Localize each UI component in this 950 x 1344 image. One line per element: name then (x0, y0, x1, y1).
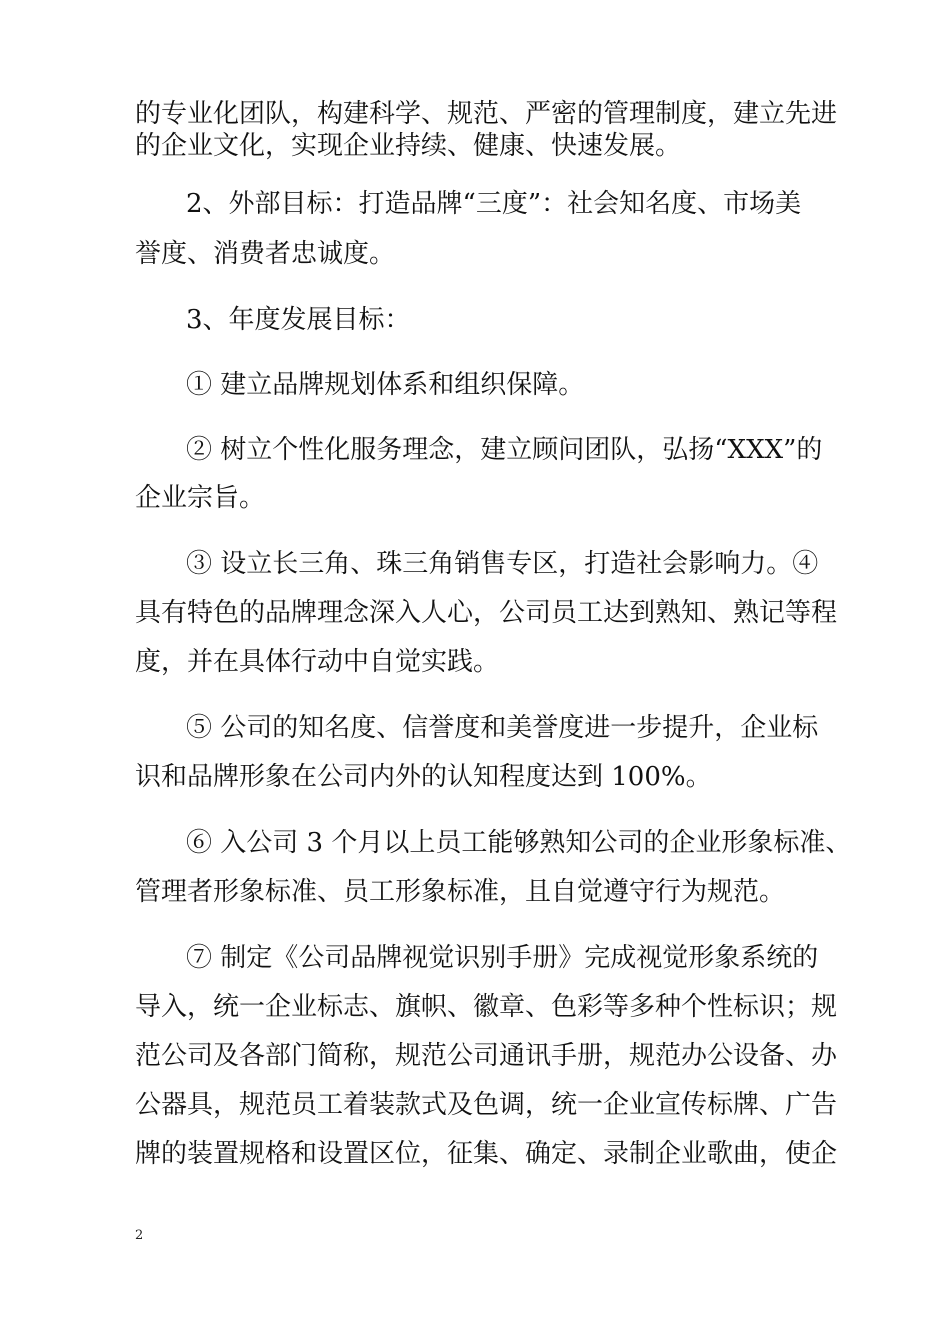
text-line: ② 树立个性化服务理念，建立顾问团队，弘扬“XXX”的 (186, 435, 823, 465)
text-line: ③ 设立长三角、珠三角销售专区，打造社会影响力。④ (186, 549, 819, 579)
text-line: 的企业文化，实现企业持续、健康、快速发展。 (135, 131, 682, 161)
text-line: 导入，统一企业标志、旗帜、徽章、色彩等多种个性标识；规 (135, 992, 838, 1022)
text-line: 牌的装置规格和设置区位，征集、确定、录制企业歌曲，使企 (135, 1139, 838, 1169)
text-line: 管理者形象标准、员工形象标准，且自觉遵守行为规范。 (135, 877, 786, 907)
text-line: 公器具，规范员工着装款式及色调，统一企业宣传标牌、广告 (135, 1090, 838, 1120)
text-line: 企业宗旨。 (135, 483, 266, 513)
text-line: 度，并在具体行动中自觉实践。 (135, 647, 500, 677)
text-line: ① 建立品牌规划体系和组织保障。 (186, 370, 585, 400)
text-line: ⑦ 制定《公司品牌视觉识别手册》完成视觉形象系统的 (186, 943, 819, 973)
text-line: ⑥ 入公司 3 个月以上员工能够熟知公司的企业形象标准、 (186, 828, 852, 858)
text-line: 2、外部目标：打造品牌“三度”：社会知名度、市场美 (186, 189, 802, 219)
text-line: 的专业化团队，构建科学、规范、严密的管理制度，建立先进 (135, 99, 838, 129)
text-line: ⑤ 公司的知名度、信誉度和美誉度进一步提升，企业标 (186, 713, 819, 743)
text-line: 范公司及各部门简称，规范公司通讯手册，规范办公设备、办 (135, 1041, 838, 1071)
page-number: 2 (135, 1228, 144, 1243)
text-line: 3、年度发展目标： (186, 305, 411, 335)
text-line: 誉度、消费者忠诚度。 (135, 239, 396, 269)
text-line: 识和品牌形象在公司内外的认知程度达到 100%。 (135, 762, 712, 792)
text-line: 具有特色的品牌理念深入人心，公司员工达到熟知、熟记等程 (135, 598, 838, 628)
